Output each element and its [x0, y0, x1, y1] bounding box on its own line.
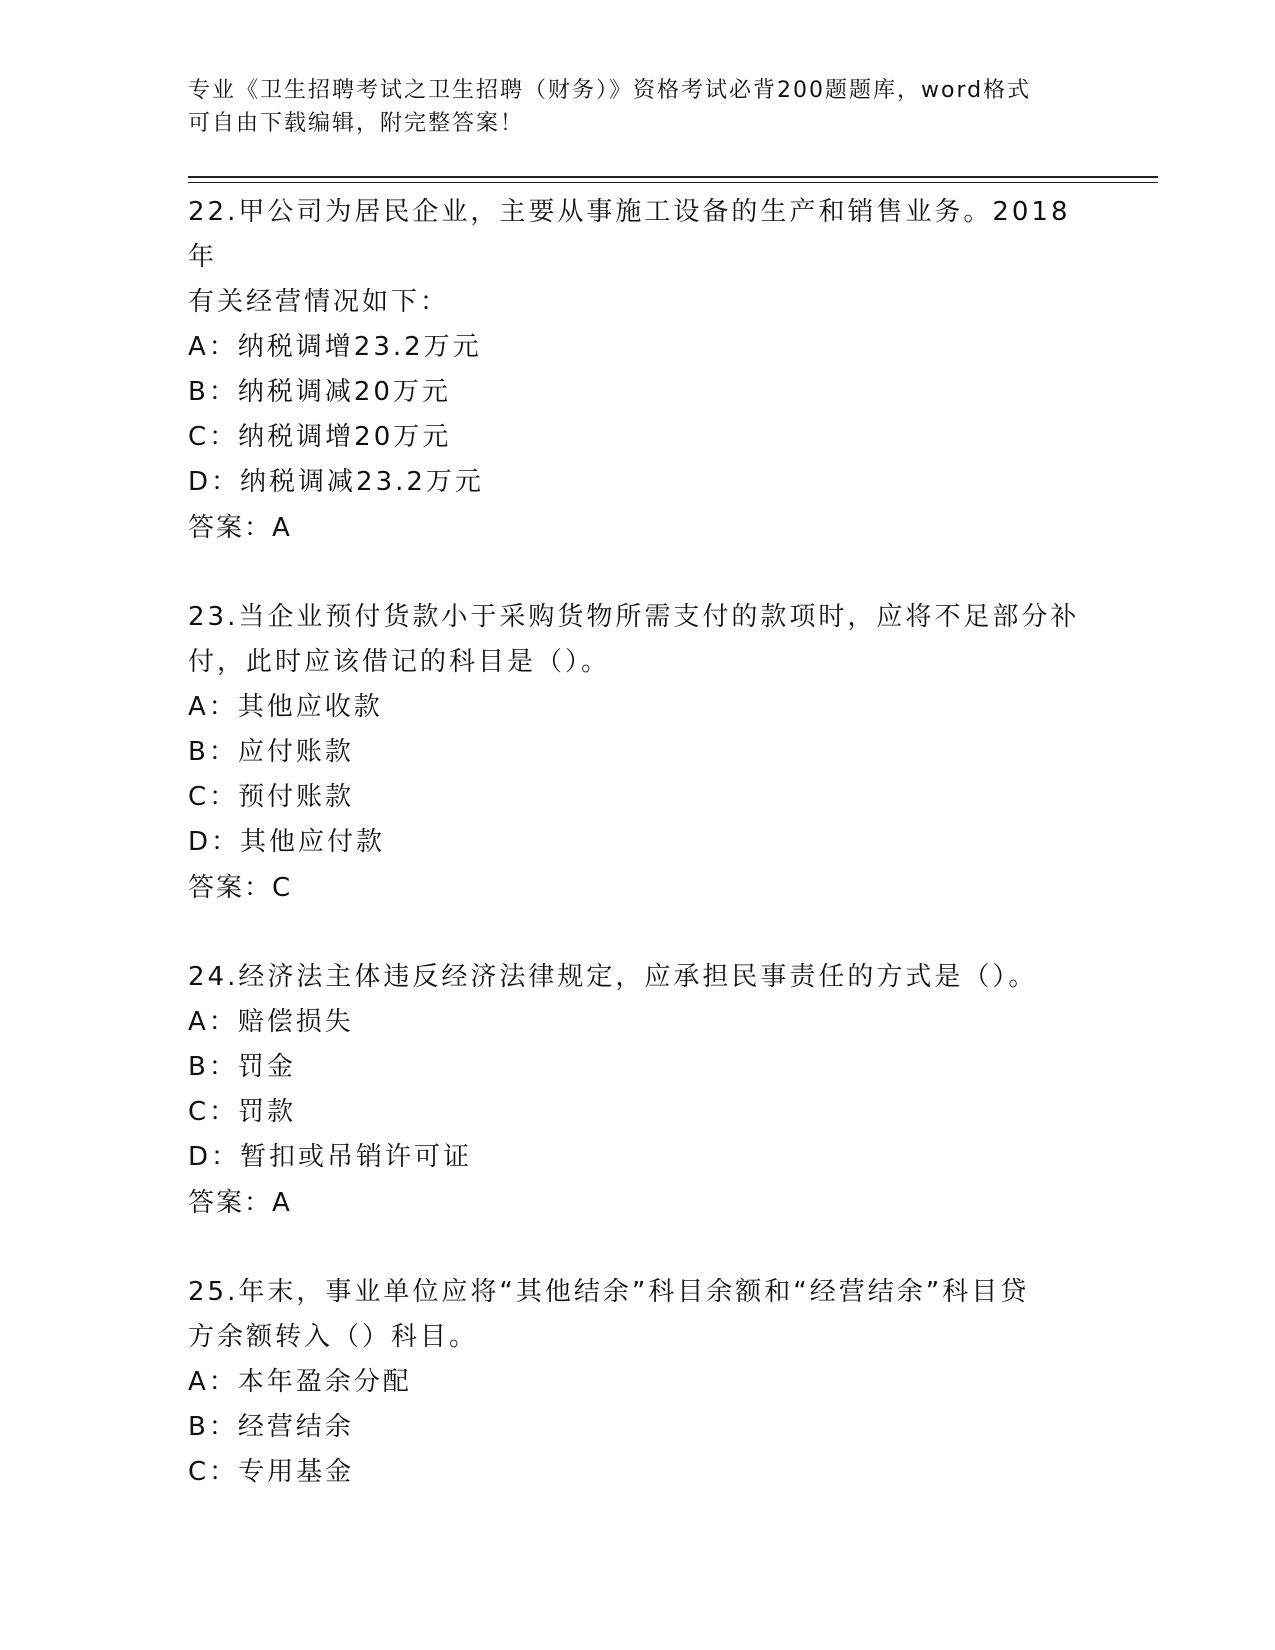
- option-c: C：专用基金: [188, 1457, 355, 1487]
- option-b: B：罚金: [188, 1052, 296, 1082]
- option-c: C：纳税调增20万元: [188, 422, 452, 452]
- option-a: A：本年盈余分配: [188, 1367, 412, 1397]
- question-stem-line: 23.当企业预付货款小于采购货物所需支付的款项时，应将不足部分补: [188, 602, 1080, 632]
- option-d: D：暂扣或吊销许可证: [188, 1142, 473, 1172]
- option-c: C：预付账款: [188, 782, 355, 812]
- option-b: B：经营结余: [188, 1412, 354, 1442]
- option-d: D：其他应付款: [188, 827, 386, 857]
- question-stem-line: 24.经济法主体违反经济法律规定，应承担民事责任的方式是（）。: [188, 962, 1038, 992]
- question-stem-line: 25.年末，事业单位应将“其他结余”科目余额和“经营结余”科目贷: [188, 1277, 1030, 1307]
- question-stem-line: 22.甲公司为居民企业，主要从事施工设备的生产和销售业务。2018年: [188, 197, 1071, 272]
- document-header: [188, 74, 1068, 140]
- header-divider-thin: [188, 182, 1158, 183]
- question-stem-line: 方余额转入（）科目。: [188, 1322, 479, 1352]
- question-24: [188, 955, 1088, 1226]
- question-25: [188, 1270, 1088, 1495]
- option-a: A：赔偿损失: [188, 1007, 354, 1037]
- header-line-1: 专业《卫生招聘考试之卫生招聘（财务）》资格考试必背200题题库，word格式: [188, 78, 1032, 103]
- question-22: [188, 190, 1088, 551]
- question-list: [188, 190, 1088, 1539]
- option-a: A：纳税调增23.2万元: [188, 332, 482, 362]
- question-23: [188, 595, 1088, 911]
- header-divider-thick: [188, 176, 1158, 178]
- option-d: D：纳税调减23.2万元: [188, 467, 484, 497]
- question-stem-line: 付，此时应该借记的科目是（）。: [188, 647, 611, 677]
- answer-line: 答案：C: [188, 873, 293, 903]
- header-line-2: 可自由下载编辑，附完整答案！: [188, 111, 525, 136]
- question-stem-line: 有关经营情况如下：: [188, 287, 450, 317]
- answer-line: 答案：A: [188, 513, 292, 543]
- option-c: C：罚款: [188, 1097, 297, 1127]
- option-a: A：其他应收款: [188, 692, 383, 722]
- answer-line: 答案：A: [188, 1188, 292, 1218]
- option-b: B：纳税调减20万元: [188, 377, 451, 407]
- option-b: B：应付账款: [188, 737, 354, 767]
